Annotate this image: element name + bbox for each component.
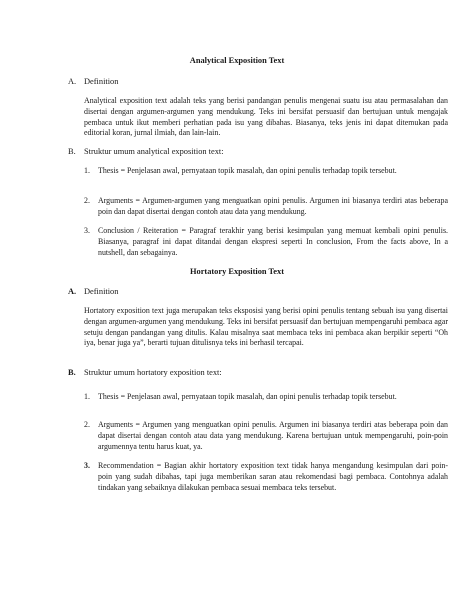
list-number: 2.	[84, 196, 90, 205]
list-number: 1.	[84, 392, 90, 401]
list-number: 3.	[84, 461, 90, 470]
analytical-definition: Analytical exposition text adalah teks yang berisi pandangan penulis mengenai suatu isu atau permasalahan dan disertai dengan argumen-argumen yang mendukung. Teks ini bersifat persuasif dan bertujuan untuk mengajak pembaca untuk ikut memberi perhatian pada isu yang dibahas. Biasanya, teks jenis ini dapat ditemukan pada editorial koran, jurnal ilmiah, dan lain-lain.	[84, 96, 448, 138]
list-item	[84, 461, 448, 493]
section-b-label: Struktur umum hortatory exposition text:	[84, 368, 222, 377]
list-item	[84, 226, 448, 258]
list-number: 1.	[84, 166, 90, 175]
section-a-label: Definition	[84, 287, 119, 296]
list-text: Recommendation = Bagian akhir hortatory exposition text tidak hanya mengandung kesimpulan dari poin-poin yang sudah dibahas, tapi juga memberikan saran atau rekomendasi bagi pembaca. Contohnya adalah tindakan yang sebaiknya dilakukan pembaca sesuai membaca teks tersebut.	[98, 461, 448, 492]
list-number: 3.	[84, 226, 90, 235]
section-a-label: Definition	[84, 77, 119, 86]
list-text: Thesis = Penjelasan awal, pernyataan topik masalah, dan opini penulis terhadap topik tersebut.	[98, 392, 397, 401]
section-a-marker: A.	[68, 77, 77, 86]
hortatory-definition: Hortatory exposition text juga merupakan teks eksposisi yang berisi opini penulis tentang sebuah isu yang disertai dengan argumen-argumen yang mendukung. Teks ini bersifat persuasif dan bertujuan mempengaruhi pembaca agar setuju dengan pandangan yang ditulis. Kalau misalnya saat membaca teks ini pembaca akan berpikir seperti “Oh iya, benar juga ya”, berarti tujuan ditulisnya teks ini berhasil tercapai.	[84, 306, 448, 348]
section-b-marker: B.	[68, 368, 76, 377]
list-item	[84, 420, 448, 452]
heading-hortatory: Hortatory Exposition Text	[190, 267, 284, 276]
list-text: Thesis = Penjelasan awal, pernyataan topik masalah, dan opini penulis terhadap topik tersebut.	[98, 166, 397, 175]
section-a-marker: A.	[68, 287, 77, 296]
list-number: 2.	[84, 420, 90, 429]
list-item	[84, 166, 448, 177]
heading-analytical: Analytical Exposition Text	[189, 56, 285, 65]
list-text: Conclusion / Reiteration = Paragraf terakhir yang berisi kesimpulan yang memuat kembali opini penulis. Biasanya, paragraf ini dapat ditandai dengan ekspresi seperti In conclusion, From the facts above, In a nutshell, dan sebagainya.	[98, 226, 448, 257]
list-text: Arguments = Argumen yang menguatkan opini penulis. Argumen ini biasanya terdiri atas beberapa poin dan dapat disertai dengan contoh atau data yang mendukung. Karena bertujuan untuk mempengaruhi, poin-poin argumennya tentu harus kuat, ya.	[98, 420, 448, 451]
list-item	[84, 392, 448, 403]
list-text: Arguments = Argumen-argumen yang menguatkan opini penulis. Argumen ini biasanya terdiri atas beberapa poin dan dapat disertai dengan contoh atau data yang mendukung.	[98, 196, 448, 216]
section-b-label: Struktur umum analytical exposition text:	[84, 147, 224, 156]
list-item	[84, 196, 448, 218]
section-b-marker: B.	[68, 147, 76, 156]
